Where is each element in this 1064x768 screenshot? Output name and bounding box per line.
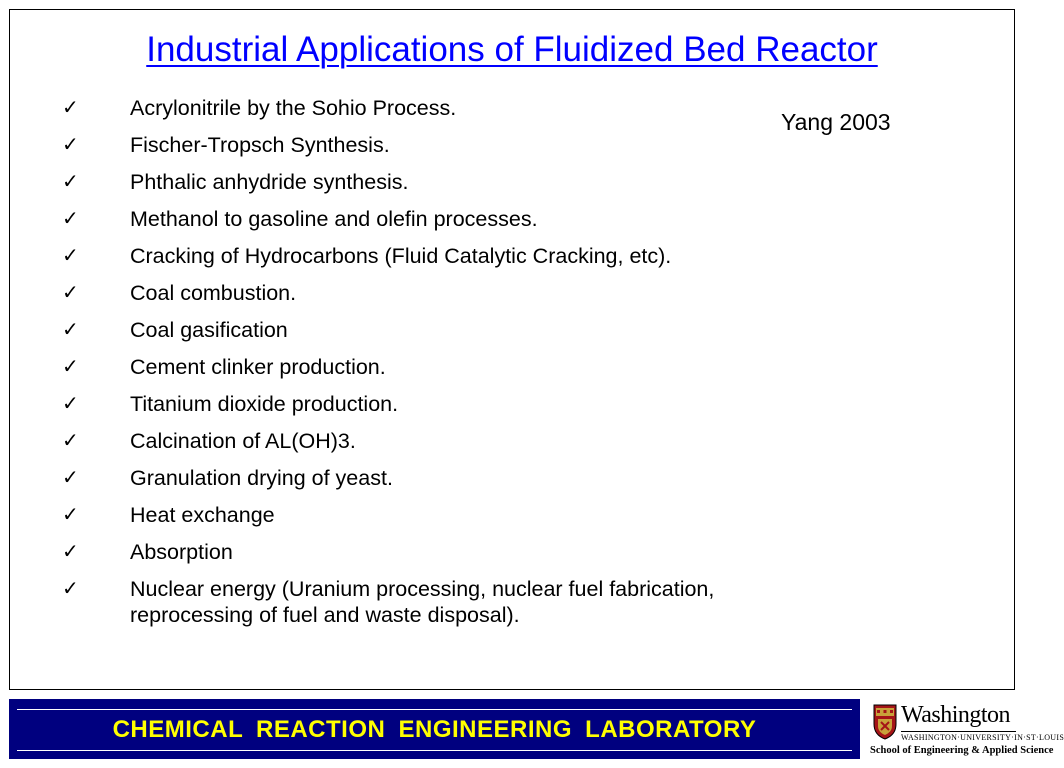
list-item xyxy=(0,95,1024,121)
list-item-text: Heat exchange xyxy=(130,503,275,527)
footer-rule-bottom xyxy=(17,750,852,751)
checkmark-icon: ✓ xyxy=(62,504,79,526)
checkmark-icon: ✓ xyxy=(62,97,79,119)
checkmark-icon: ✓ xyxy=(62,467,79,489)
list-item-text: Absorption xyxy=(130,540,233,564)
checkmark-icon: ✓ xyxy=(62,134,79,156)
list-item-text: Titanium dioxide production. xyxy=(130,392,399,416)
list-item-text: Cracking of Hydrocarbons (Fluid Catalytic Cracking, etc). xyxy=(130,244,672,268)
checkmark-icon: ✓ xyxy=(62,319,79,341)
logo-school-name: School of Engineering & Applied Science xyxy=(870,745,1054,756)
list-item xyxy=(0,243,1024,269)
list-item xyxy=(0,428,1024,454)
checkmark-icon: ✓ xyxy=(62,282,79,304)
checkmark-icon: ✓ xyxy=(62,171,79,193)
list-item xyxy=(0,391,1024,417)
list-item-text: Methanol to gasoline and olefin processes. xyxy=(130,207,538,231)
list-item xyxy=(0,169,1024,195)
checkmark-icon: ✓ xyxy=(62,430,79,452)
footer-banner xyxy=(9,699,860,759)
list-item-text: Coal combustion. xyxy=(130,281,297,305)
checkmark-icon: ✓ xyxy=(62,578,79,600)
checkmark-icon: ✓ xyxy=(62,393,79,415)
lab-name: CHEMICAL REACTION ENGINEERING LABORATORY xyxy=(112,716,757,743)
logo-wordmark: Washington xyxy=(901,702,1011,728)
university-shield-icon xyxy=(873,704,897,740)
list-item-text: Granulation drying of yeast. xyxy=(130,466,393,490)
list-item-text: Phthalic anhydride synthesis. xyxy=(130,170,409,194)
list-item-text: Calcination of AL(OH)3. xyxy=(130,429,356,453)
checkmark-icon: ✓ xyxy=(62,541,79,563)
list-item xyxy=(0,354,1024,380)
list-item-text: Acrylonitrile by the Sohio Process. xyxy=(130,96,457,120)
checkmark-icon: ✓ xyxy=(62,356,79,378)
list-item xyxy=(0,280,1024,306)
application-list xyxy=(0,95,1024,639)
list-item-text: Coal gasification xyxy=(130,318,288,342)
list-item-text: Nuclear energy (Uranium processing, nuclear fuel fabrication, reprocessing of fuel and waste disposal). xyxy=(130,577,715,627)
checkmark-icon: ✓ xyxy=(62,245,79,267)
list-item-text: Cement clinker production. xyxy=(130,355,386,379)
list-item-text: Fischer-Tropsch Synthesis. xyxy=(130,133,390,157)
list-item xyxy=(0,576,1024,628)
list-item xyxy=(0,317,1024,343)
citation: Yang 2003 xyxy=(781,109,891,135)
logo-subtitle: WASHINGTON·UNIVERSITY·IN·ST·LOUIS xyxy=(901,733,1064,742)
checkmark-icon: ✓ xyxy=(62,208,79,230)
list-item xyxy=(0,502,1024,528)
list-item xyxy=(0,206,1024,232)
list-item xyxy=(0,132,1024,158)
list-item xyxy=(0,539,1024,565)
list-item xyxy=(0,465,1024,491)
footer-rule-top xyxy=(17,709,852,710)
slide-title: Industrial Applications of Fluidized Bed Reactor xyxy=(146,30,878,69)
university-logo xyxy=(868,700,1064,762)
